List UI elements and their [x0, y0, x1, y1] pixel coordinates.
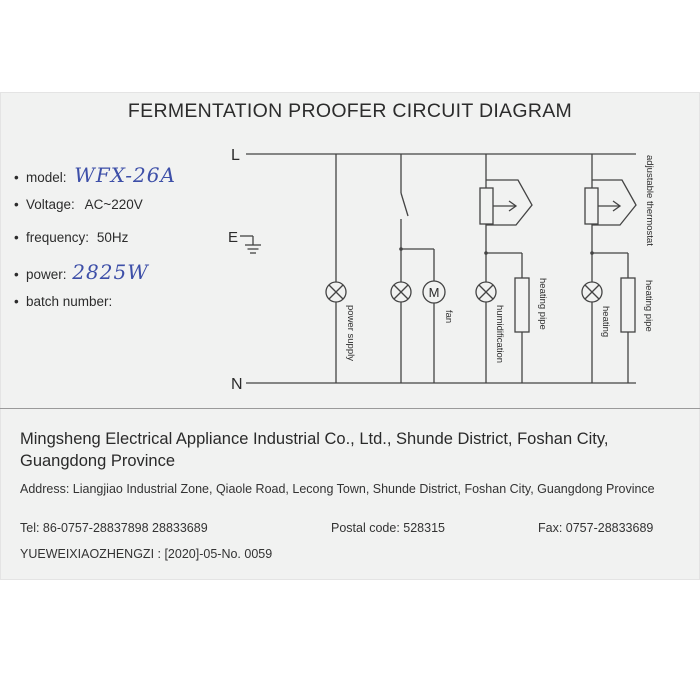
frequency-value: 50Hz: [96, 230, 129, 245]
thermostat-1: [480, 188, 493, 224]
thermostat-2: [585, 188, 598, 224]
neutral-label: N: [231, 376, 243, 393]
label-heating: heating: [600, 306, 611, 338]
section-divider: [0, 408, 700, 409]
spec-batch: • batch number:: [14, 294, 113, 309]
spec-power: • power: 2825W: [14, 260, 149, 284]
frequency-label: frequency:: [26, 230, 90, 245]
motor-symbol: M: [428, 285, 440, 300]
model-value: WFX-26A: [74, 163, 176, 187]
voltage-value: AC~220V: [84, 197, 143, 212]
company-address: Address: Liangjiao Industrial Zone, Qiaole Road, Lecong Town, Shunde District, Foshan City, Guangdong Province: [20, 482, 655, 496]
label-humidification: humidification: [494, 305, 505, 364]
spec-voltage: • Voltage: AC~220V: [14, 197, 143, 212]
certificate-number: YUEWEIXIAOZHENGZI : [2020]-05-No. 0059: [20, 547, 273, 561]
fan-switch: [401, 193, 408, 216]
voltage-label: Voltage:: [26, 197, 75, 212]
company-fax: Fax: 0757-28833689: [538, 521, 654, 535]
label-fan: fan: [443, 310, 454, 324]
batch-label: batch number:: [26, 294, 113, 309]
label-heating-pipe-1: heating pipe: [537, 278, 548, 330]
diagram-title: FERMENTATION PROOFER CIRCUIT DIAGRAM: [127, 100, 573, 122]
heating-pipe-1: [515, 278, 529, 332]
power-value: 2825W: [72, 260, 149, 284]
spec-model: • model: WFX-26A: [14, 163, 176, 187]
company-name: Mingsheng Electrical Appliance Industrial Co., Ltd., Shunde District, Foshan City, Guangdong Province: [20, 430, 609, 470]
model-label: model:: [26, 170, 67, 185]
spec-frequency: • frequency: 50Hz: [14, 230, 129, 245]
live-label: L: [231, 147, 240, 164]
heating-pipe-2: [621, 278, 635, 332]
company-tel: Tel: 86-0757-28837898 28833689: [20, 521, 208, 535]
label-adjustable-thermostat: adjustable thermostat: [644, 155, 655, 246]
power-label: power:: [26, 267, 67, 282]
label-heating-pipe-2: heating pipe: [643, 280, 654, 332]
label-power-supply: power supply: [345, 305, 356, 361]
earth-label: E: [228, 229, 239, 246]
company-postal-code: Postal code: 528315: [331, 521, 445, 535]
